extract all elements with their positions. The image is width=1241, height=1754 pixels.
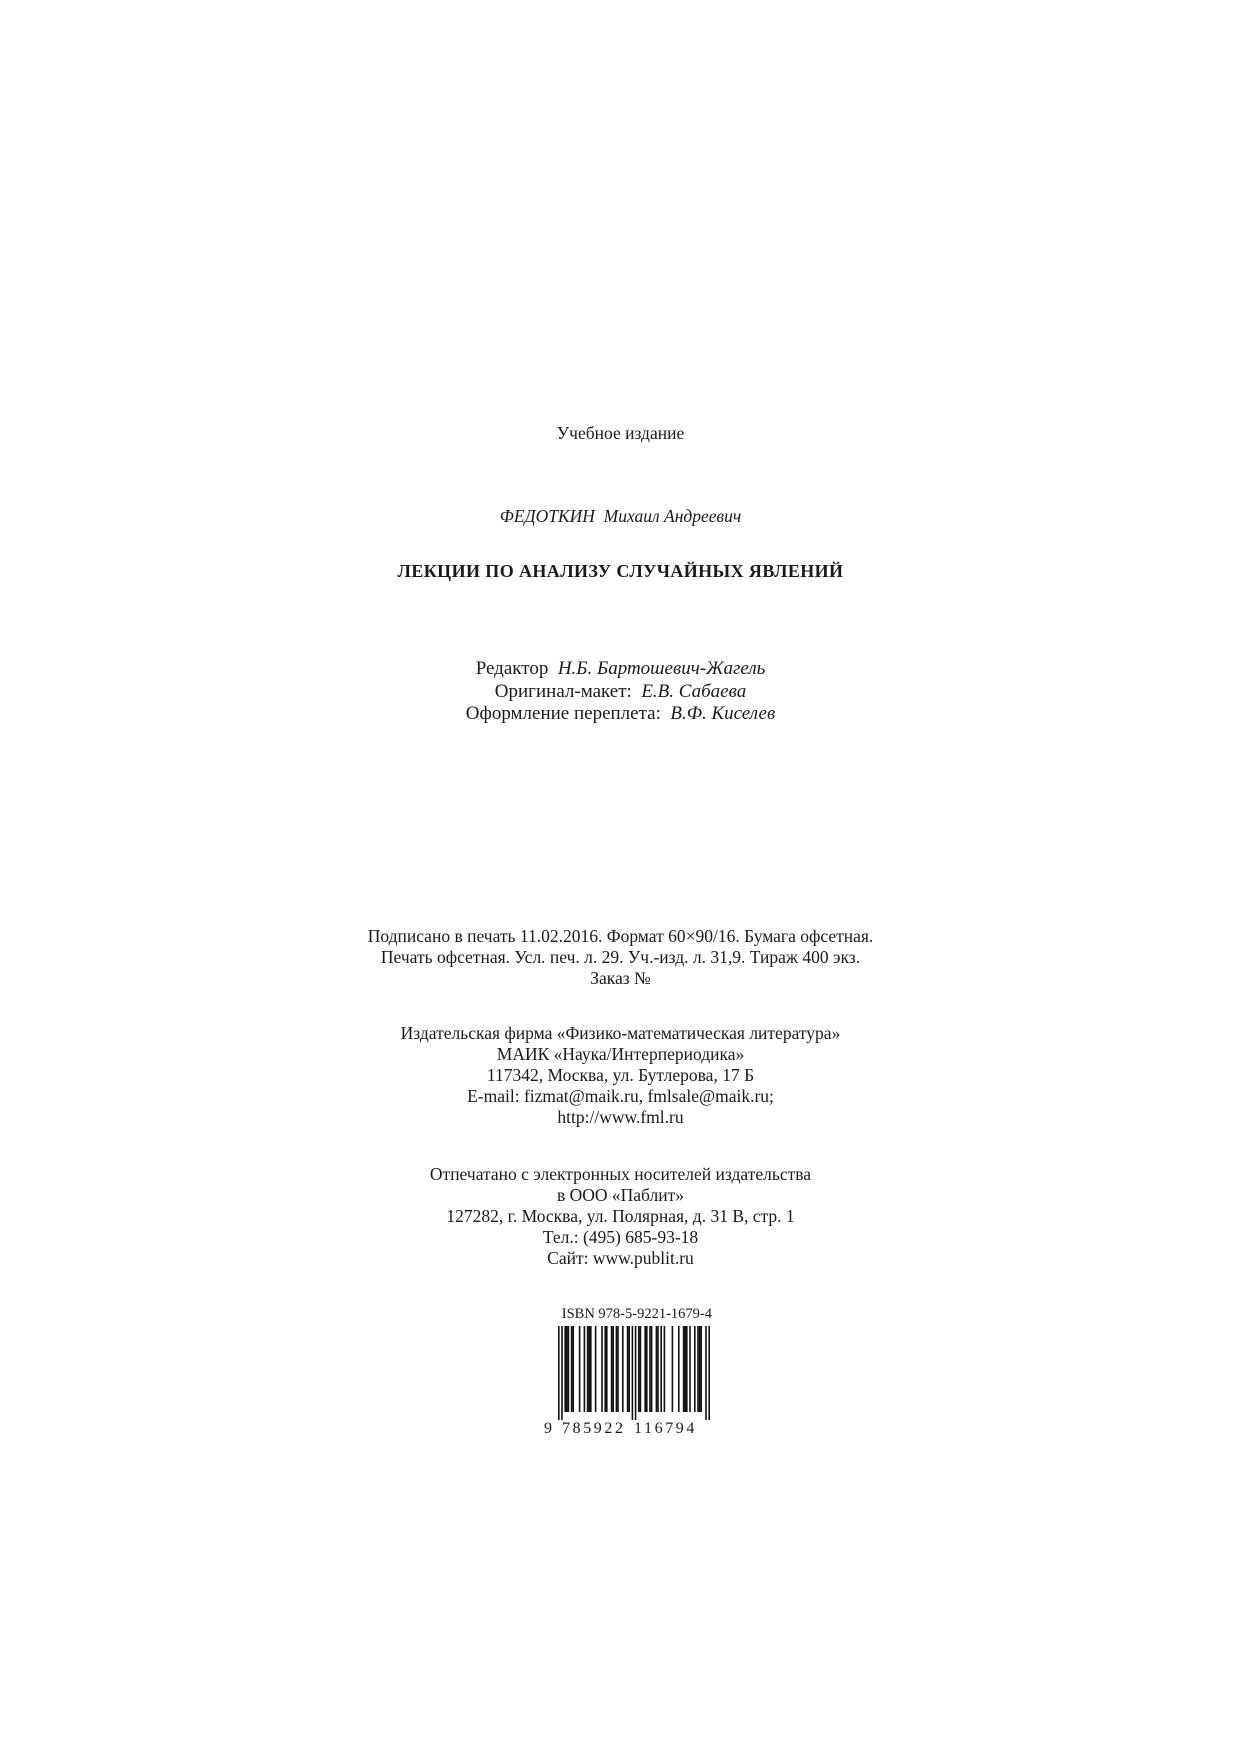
barcode-bar [579, 1326, 581, 1412]
barcode-bar [595, 1326, 597, 1412]
printer-line: в ООО «Паблит» [556, 1185, 685, 1205]
credit-role: Оформление переплета: [465, 703, 661, 724]
barcode-guard-bar [635, 1326, 637, 1420]
barcode-bar [568, 1326, 570, 1412]
barcode-right-group: 116794 [634, 1420, 698, 1437]
printer-line: 127282, г. Москва, ул. Полярная, д. 31 В, стр. 1 [446, 1206, 795, 1226]
credit-editor [0, 658, 1241, 681]
barcode-bar [683, 1326, 685, 1412]
publisher-line: Издательская фирма «Физико-математическая литература» [400, 1023, 841, 1043]
barcode-guard-bar [705, 1326, 707, 1420]
barcode-graphic [544, 1326, 712, 1420]
barcode-bar [686, 1326, 688, 1412]
barcode-bar [657, 1326, 659, 1412]
barcode-bar [588, 1326, 590, 1412]
barcode-bar [616, 1326, 618, 1412]
barcode-guard-bar [708, 1326, 710, 1420]
barcode-guard-bar [558, 1326, 560, 1420]
barcode-bar [694, 1326, 696, 1412]
publisher-block [0, 1023, 1241, 1128]
printer-line: Отпечатано с электронных носителей издательства [429, 1164, 812, 1184]
publisher-line: МАИК «Наука/Интерпериодика» [496, 1044, 745, 1064]
printer-line: Сайт: www.publit.ru [547, 1248, 694, 1268]
barcode-bar [606, 1326, 608, 1412]
barcode-guard-bar [632, 1326, 634, 1420]
edition-type: Учебное издание [556, 423, 685, 443]
barcode-bar [628, 1326, 630, 1412]
barcode-bar [684, 1326, 686, 1412]
credit-role: Редактор [475, 658, 549, 679]
printer-block [0, 1164, 1241, 1269]
barcode-first-digit: 9 [544, 1420, 552, 1437]
isbn-text: ISBN 978-5-9221-1679-4 [561, 1306, 712, 1322]
publisher-line: E-mail: fizmat@maik.ru, fmlsale@maik.ru; [467, 1086, 774, 1106]
barcode-area [544, 1306, 712, 1438]
barcode-bar [601, 1326, 603, 1412]
barcode-bar [699, 1326, 701, 1412]
print-info-line: Заказ № [590, 968, 651, 988]
barcode-bar [664, 1326, 666, 1412]
barcode-bar [640, 1326, 642, 1412]
barcode-digits [544, 1420, 712, 1438]
barcode-bar [672, 1326, 674, 1412]
credit-name: В.Ф. Киселев [670, 703, 776, 724]
printer-line: Тел.: (495) 685-93-18 [542, 1227, 699, 1247]
credit-name: Е.В. Сабаева [641, 680, 747, 702]
barcode-bar [564, 1326, 566, 1412]
barcode-bar [604, 1326, 606, 1412]
print-info-line: Печать офсетная. Усл. печ. л. 29. Уч.-изд. л. 31,9. Тираж 400 экз. [380, 947, 861, 967]
barcode-bar [622, 1326, 624, 1412]
barcode-bar [584, 1326, 586, 1412]
publisher-line: http://www.fml.ru [557, 1107, 684, 1127]
credit-layout [0, 681, 1241, 704]
credits-block [0, 658, 1241, 726]
barcode-bar [656, 1326, 658, 1412]
barcode-bar [587, 1326, 589, 1412]
barcode-bar [571, 1326, 573, 1412]
credit-cover-design [0, 703, 1241, 726]
barcode-bar [700, 1326, 702, 1412]
credit-name: Н.Б. Бартошевич-Жагель [557, 658, 766, 679]
publisher-line: 117342, Москва, ул. Бутлерова, 17 Б [486, 1065, 755, 1085]
print-info-line: Подписано в печать 11.02.2016. Формат 60×90/16. Бумага офсетная. [367, 926, 874, 946]
barcode-bar [566, 1326, 568, 1412]
barcode-bar [627, 1326, 629, 1412]
barcode-bar [646, 1326, 648, 1412]
barcode-bar [651, 1326, 653, 1412]
barcode-bar [612, 1326, 614, 1412]
barcode-bar [649, 1326, 651, 1412]
author-surname: ФЕДОТКИН [499, 506, 595, 526]
credit-role: Оригинал-макет: [494, 680, 632, 702]
barcode-bar [678, 1326, 680, 1412]
author-line [0, 506, 1241, 527]
barcode-bar [572, 1326, 574, 1412]
author-given-name: Михаил Андреевич [603, 506, 742, 526]
barcode-bar [638, 1326, 640, 1412]
barcode-left-group: 785922 [562, 1420, 626, 1437]
barcode-guard-bar [561, 1326, 563, 1420]
barcode-bar [590, 1326, 592, 1412]
barcode-bar [689, 1326, 691, 1412]
barcode-bar [660, 1326, 662, 1412]
barcode-bar [697, 1326, 699, 1412]
barcode-bar [644, 1326, 646, 1412]
book-title: ЛЕКЦИИ ПО АНАЛИЗУ СЛУЧАЙНЫХ ЯВЛЕНИЙ [397, 561, 844, 581]
print-info-block [0, 926, 1241, 989]
barcode-bar [617, 1326, 619, 1412]
barcode-bar [611, 1326, 613, 1412]
